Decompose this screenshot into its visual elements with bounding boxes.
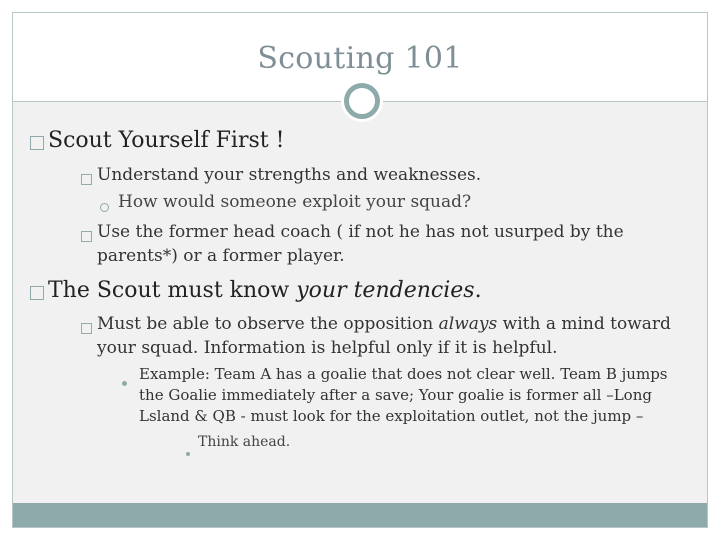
small-square-bullet-icon bbox=[81, 319, 92, 338]
list-item: How would someone exploit your squad? bbox=[118, 192, 472, 212]
list-item: Understand your strengths and weaknesses. bbox=[97, 165, 482, 185]
ring-bullet-icon bbox=[100, 197, 109, 216]
list-item: Use the former head coach ( if not he has not usurped by the bbox=[97, 222, 624, 242]
dot-bullet-icon bbox=[186, 441, 190, 460]
list-item: Must be able to observe the opposition always with a mind toward bbox=[97, 314, 671, 334]
list-item: Lsland & QB - must look for the exploitation outlet, not the jump – bbox=[139, 407, 644, 425]
ring-ornament-icon bbox=[344, 83, 380, 119]
small-square-bullet-icon bbox=[81, 227, 92, 246]
content-area bbox=[13, 102, 707, 504]
list-item: Think ahead. bbox=[198, 434, 291, 450]
list-item: parents*) or a former player. bbox=[97, 246, 345, 266]
slide-title: Scouting 101 bbox=[257, 41, 463, 76]
section-heading: The Scout must know your tendencies. bbox=[48, 278, 482, 303]
slide-frame bbox=[12, 12, 708, 528]
list-item: the Goalie immediately after a save; Your goalie is former all –Long bbox=[139, 386, 652, 404]
list-item: your squad. Information is helpful only if it is helpful. bbox=[97, 338, 558, 358]
list-item: Example: Team A has a goalie that does not clear well. Team B jumps bbox=[139, 365, 668, 383]
square-bullet-icon bbox=[30, 285, 44, 304]
dot-bullet-icon bbox=[122, 371, 127, 390]
footer-bar bbox=[13, 503, 707, 527]
section-heading: Scout Yourself First ! bbox=[48, 128, 285, 153]
small-square-bullet-icon bbox=[81, 170, 92, 189]
square-bullet-icon bbox=[30, 135, 44, 154]
